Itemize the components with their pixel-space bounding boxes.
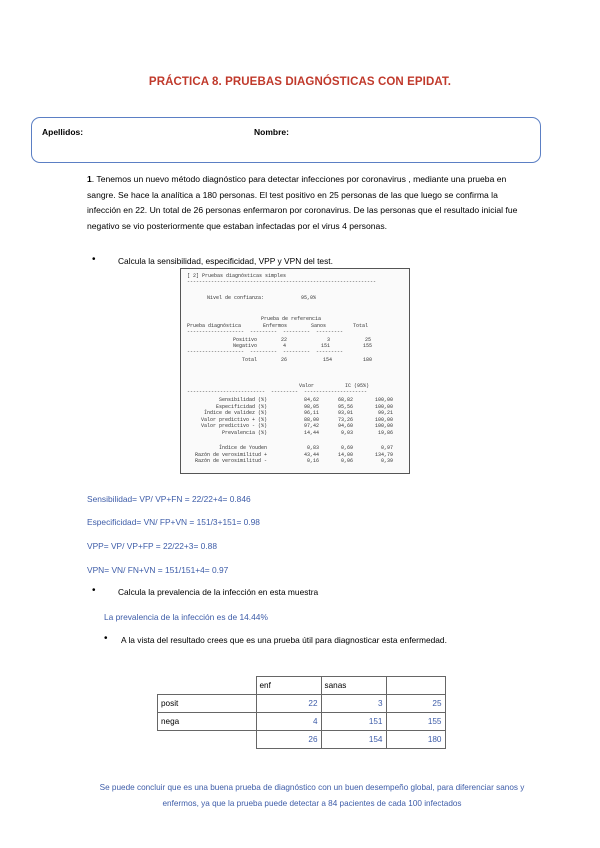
col-test: Prueba diagnóstica xyxy=(187,323,242,329)
stat-value: 84,62 xyxy=(303,397,319,403)
row-label: Total xyxy=(241,357,257,363)
stat-label: Prevalencia (%) xyxy=(221,430,267,436)
cell: 180 xyxy=(386,731,445,749)
epidat-output xyxy=(180,268,410,474)
stat-value: 0,69 xyxy=(340,445,353,451)
answer-vpn: VPN= VN/ FN+VN = 151/151+4= 0.97 xyxy=(87,565,229,575)
cell: 3 xyxy=(321,695,386,713)
answer-especificidad: Especificidad= VN/ FP+VN = 151/3+151= 0.98 xyxy=(87,517,260,527)
cell: 155 xyxy=(363,343,373,349)
col-enfermos: Enfermos xyxy=(263,323,288,329)
stat-value: 100,00 xyxy=(374,423,393,430)
epidat-header-rule: --------------------------------------------------------------- xyxy=(187,279,377,285)
stat-label: Especificidad (%) xyxy=(215,403,267,410)
stat-value: 134,79 xyxy=(374,451,393,458)
cell: 4 xyxy=(283,343,287,349)
stat-value: 0,06 xyxy=(340,458,353,465)
stat-value: 88,00 xyxy=(303,416,319,423)
bullet-2 xyxy=(92,587,318,597)
bullet-1 xyxy=(92,256,333,266)
reference-header: Prueba de referencia xyxy=(261,316,322,322)
bullet-2-text: Calcula la prevalencia de la infección en esta muestra xyxy=(118,587,319,597)
stat-value: 99,21 xyxy=(377,410,393,417)
stat-value: 19,86 xyxy=(377,430,393,436)
exercise-text xyxy=(87,172,532,234)
table-row xyxy=(158,695,446,713)
stat-value: 68,82 xyxy=(337,397,353,403)
stat-label: Índice de Youden xyxy=(218,445,267,451)
cell: 22 xyxy=(256,695,321,713)
table-rule: ------------------- --------- --------- --------- xyxy=(187,329,344,335)
stat-value: 73,26 xyxy=(337,416,353,423)
stat-value: 14,44 xyxy=(303,430,319,436)
cell: 26 xyxy=(256,731,321,749)
table-row xyxy=(158,731,446,749)
row-label xyxy=(158,731,257,749)
stat-value: 93,01 xyxy=(337,410,353,417)
cell: sanas xyxy=(321,677,386,695)
conclusion-text: Se puede concluir que es una buena prueba de diagnóstico con un buen desempeño global, para diferenciar sanos y enfermos, ya que la prueba puede detectar a 84 pacientes de cada 100 infectados xyxy=(99,783,525,808)
stat-value: 96,11 xyxy=(303,410,319,417)
table-row xyxy=(158,713,446,731)
cell xyxy=(386,677,445,695)
stat-value: 95,56 xyxy=(337,403,353,410)
confidence-value: 95,0% xyxy=(301,295,317,301)
name-box xyxy=(31,117,541,163)
col-sanos: Sanos xyxy=(311,323,327,329)
row-label: posit xyxy=(158,695,257,713)
row-label: nega xyxy=(158,713,257,731)
stat-value: 100,00 xyxy=(374,397,393,403)
bullet-icon: • xyxy=(92,254,96,265)
bullet-1-text: Calcula la sensibilidad, especificidad, VPP y VPN del test. xyxy=(118,256,333,266)
answer-sensibilidad: Sensibilidad= VP/ VP+FN = 22/22+4= 0.846 xyxy=(87,494,251,504)
page-title: PRÁCTICA 8. PRUEBAS DIAGNÓSTICAS CON EPIDAT. xyxy=(148,76,452,88)
nombre-label: Nombre: xyxy=(254,127,289,137)
stat-label: Valor predictivo - (%) xyxy=(200,423,267,430)
stat-label: Índice de validez (%) xyxy=(203,410,267,417)
bullet-icon: • xyxy=(92,585,96,596)
answer-prevalencia: La prevalencia de la infección es de 14.44% xyxy=(104,612,268,622)
epidat-header: [ 2] Pruebas diagnósticas simples xyxy=(187,273,287,279)
cell: 26 xyxy=(281,357,288,363)
stat-value: 14,00 xyxy=(337,451,353,458)
cell: 154 xyxy=(321,731,386,749)
table-rule: ------------------- --------- --------- --------- xyxy=(187,349,344,355)
cell: enf xyxy=(256,677,321,695)
stats-rule: -------------------------- --------- --------------------- xyxy=(187,389,368,395)
stat-ic-header: IC (95%) xyxy=(345,383,370,389)
stat-value: 94,60 xyxy=(337,423,353,430)
table-row xyxy=(158,677,446,695)
row-label: Negativo xyxy=(232,343,257,349)
answer-vpp: VPP= VP/ VP+FP = 22/22+3= 0.88 xyxy=(87,541,217,551)
stat-label: Razón de verosimilitud + xyxy=(194,451,267,458)
cell: 4 xyxy=(256,713,321,731)
stat-label: Razón de verosimilitud - xyxy=(194,458,267,465)
stat-value: 97,42 xyxy=(303,423,319,430)
exercise-body: . Tenemos un nuevo método diagnóstico para detectar infecciones por coronavirus , mediante una prueba en sangre. Se hace la analítica a 180 personas. El test positivo en 25 personas de las que luego se confirma la infección en 22. Un total de 26 personas enfermaron por coronavirus. De las personas que el resultado inicial fue negativo se vio posteriormente que estaban infectadas por el virus 4 personas. xyxy=(87,174,518,231)
stat-label: Valor predictivo + (%) xyxy=(200,416,267,423)
stat-value: 98,05 xyxy=(303,403,319,410)
cell: 180 xyxy=(363,357,373,363)
stat-value: 0,16 xyxy=(306,458,319,465)
stat-value: 43,44 xyxy=(303,451,319,458)
stat-valor-header: Valor xyxy=(299,383,315,389)
stat-value: 0,83 xyxy=(306,445,319,451)
cell: 151 xyxy=(321,343,331,349)
confidence-label: Nivel de confianza: xyxy=(207,295,265,301)
bullet-3 xyxy=(104,633,474,648)
cell: 155 xyxy=(386,713,445,731)
col-total: Total xyxy=(353,323,369,329)
exercise-number: 1 xyxy=(87,174,92,184)
cell: 154 xyxy=(323,357,333,363)
cell: 3 xyxy=(327,337,331,343)
contingency-table xyxy=(157,676,446,749)
cell: 25 xyxy=(386,695,445,713)
stat-value: 100,00 xyxy=(374,403,393,410)
stat-value: 0,97 xyxy=(380,445,393,451)
apellidos-label: Apellidos: xyxy=(42,127,84,137)
cell: 151 xyxy=(321,713,386,731)
bullet-icon: • xyxy=(104,633,108,644)
stat-label: Sensibilidad (%) xyxy=(218,397,267,403)
cell xyxy=(158,677,257,695)
stat-value: 100,00 xyxy=(374,416,393,423)
bullet-3-text: A la vista del resultado crees que es una prueba útil para diagnosticar esta enfermedad. xyxy=(121,635,447,645)
cell: 25 xyxy=(365,337,372,343)
stat-value: 0,39 xyxy=(380,458,393,465)
cell: 22 xyxy=(281,337,288,343)
stat-value: 9,03 xyxy=(340,430,353,436)
row-label: Positivo xyxy=(232,337,257,343)
